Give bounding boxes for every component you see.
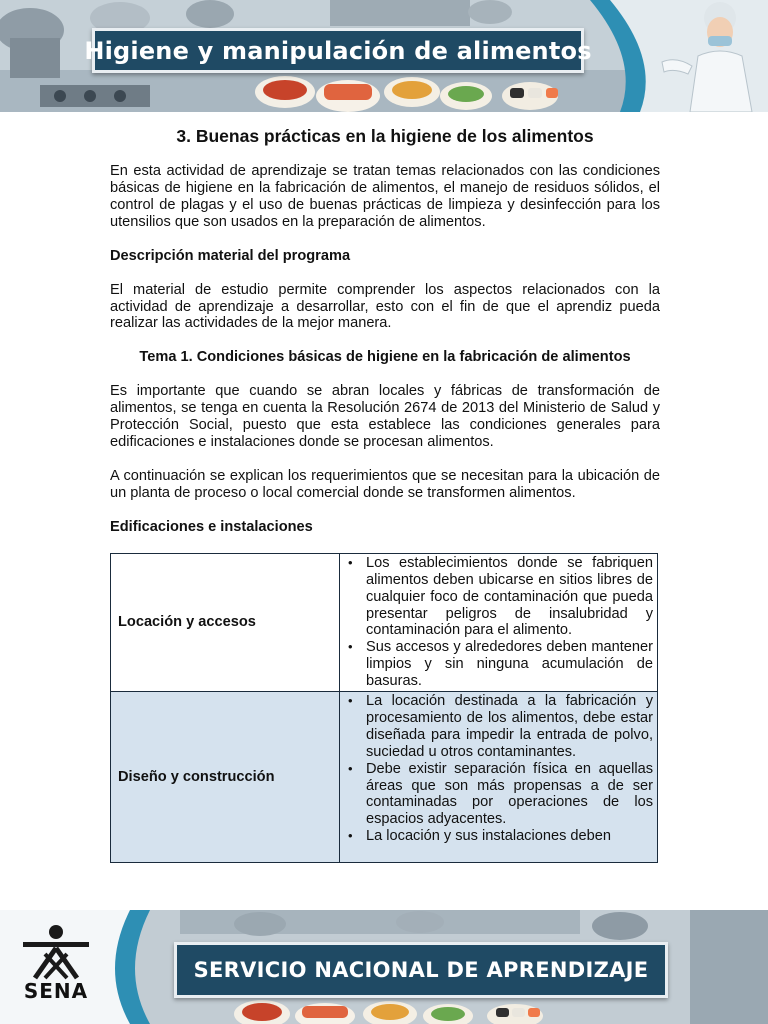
topic1-paragraph-1: Es importante que cuando se abran locales y fábricas de transformación de alimentos, se tenga en cuenta la Resolución 2674 de 2013 del Ministerio de Salud y Protección Social, puesto que esta establece las condiciones generales para edificaciones e instalaciones donde se procesan alimentos. [110, 383, 660, 451]
footer-title: SERVICIO NACIONAL DE APRENDIZAJE [193, 958, 649, 982]
header-banner [0, 0, 768, 112]
footer-title-box [174, 942, 668, 998]
table-row-bullets [340, 692, 658, 863]
bullet-list [346, 693, 653, 845]
table-row [111, 692, 658, 863]
program-material-heading: Descripción material del programa [110, 247, 351, 264]
list-item: • La locación y sus instalaciones deben [346, 828, 653, 845]
table-row [111, 553, 658, 691]
requirements-table [110, 553, 658, 863]
table-row-label: Locación y accesos [111, 553, 340, 691]
table-row-bullets [340, 553, 658, 691]
table-row-label: Diseño y construcción [111, 692, 340, 863]
bullet-list [346, 555, 653, 690]
list-item: • Sus accesos y alrededores deben mantener limpios y sin ninguna acumulación de basuras. [346, 639, 653, 690]
sena-logo-text: SENA [23, 979, 89, 1003]
topic1-paragraph-2: A continuación se explican los requerimientos que se necesitan para la ubicación de un planta de proceso o local comercial donde se transformen alimentos. [110, 467, 660, 501]
list-item: • Debe existir separación física en aquellas áreas que son más propensas a de ser contaminadas por operaciones de los espacios adyacentes. [346, 761, 653, 829]
sena-figure-icon [21, 924, 91, 980]
footer-banner [0, 910, 768, 1024]
document-body [110, 124, 660, 863]
program-material-paragraph: El material de estudio permite comprender los aspectos relacionados con la actividad de aprendizaje a desarrollar, esto con el fin de que el aprendiz pueda realizar las actividades de la mejor manera. [110, 281, 660, 332]
section-title: 3. Buenas prácticas en la higiene de los alimentos [176, 126, 594, 146]
buildings-heading: Edificaciones e instalaciones [110, 518, 313, 535]
intro-paragraph: En esta actividad de aprendizaje se tratan temas relacionados con las condiciones básicas de higiene en la fabricación de alimentos, el manejo de residuos sólidos, el control de plagas y el uso de buenas prácticas de limpieza y desinfección para los utensilios que son usados en la preparación de alimentos. [110, 163, 660, 230]
header-title: Higiene y manipulación de alimentos [84, 36, 592, 65]
header-title-box [84, 28, 592, 73]
list-item: • Los establecimientos donde se fabriquen alimentos deben ubicarse en sitios libres de cualquier foco de contaminación que pueda presentar peligros de insalubridad y contaminación para el alimento. [346, 555, 653, 640]
sena-logo [8, 924, 104, 1016]
topic1-heading: Tema 1. Condiciones básicas de higiene en la fabricación de alimentos [139, 349, 631, 366]
list-item: • La locación destinada a la fabricación y procesamiento de los alimentos, debe estar diseñada para impedir la entrada de polvo, suciedad u otros contaminantes. [346, 693, 653, 761]
